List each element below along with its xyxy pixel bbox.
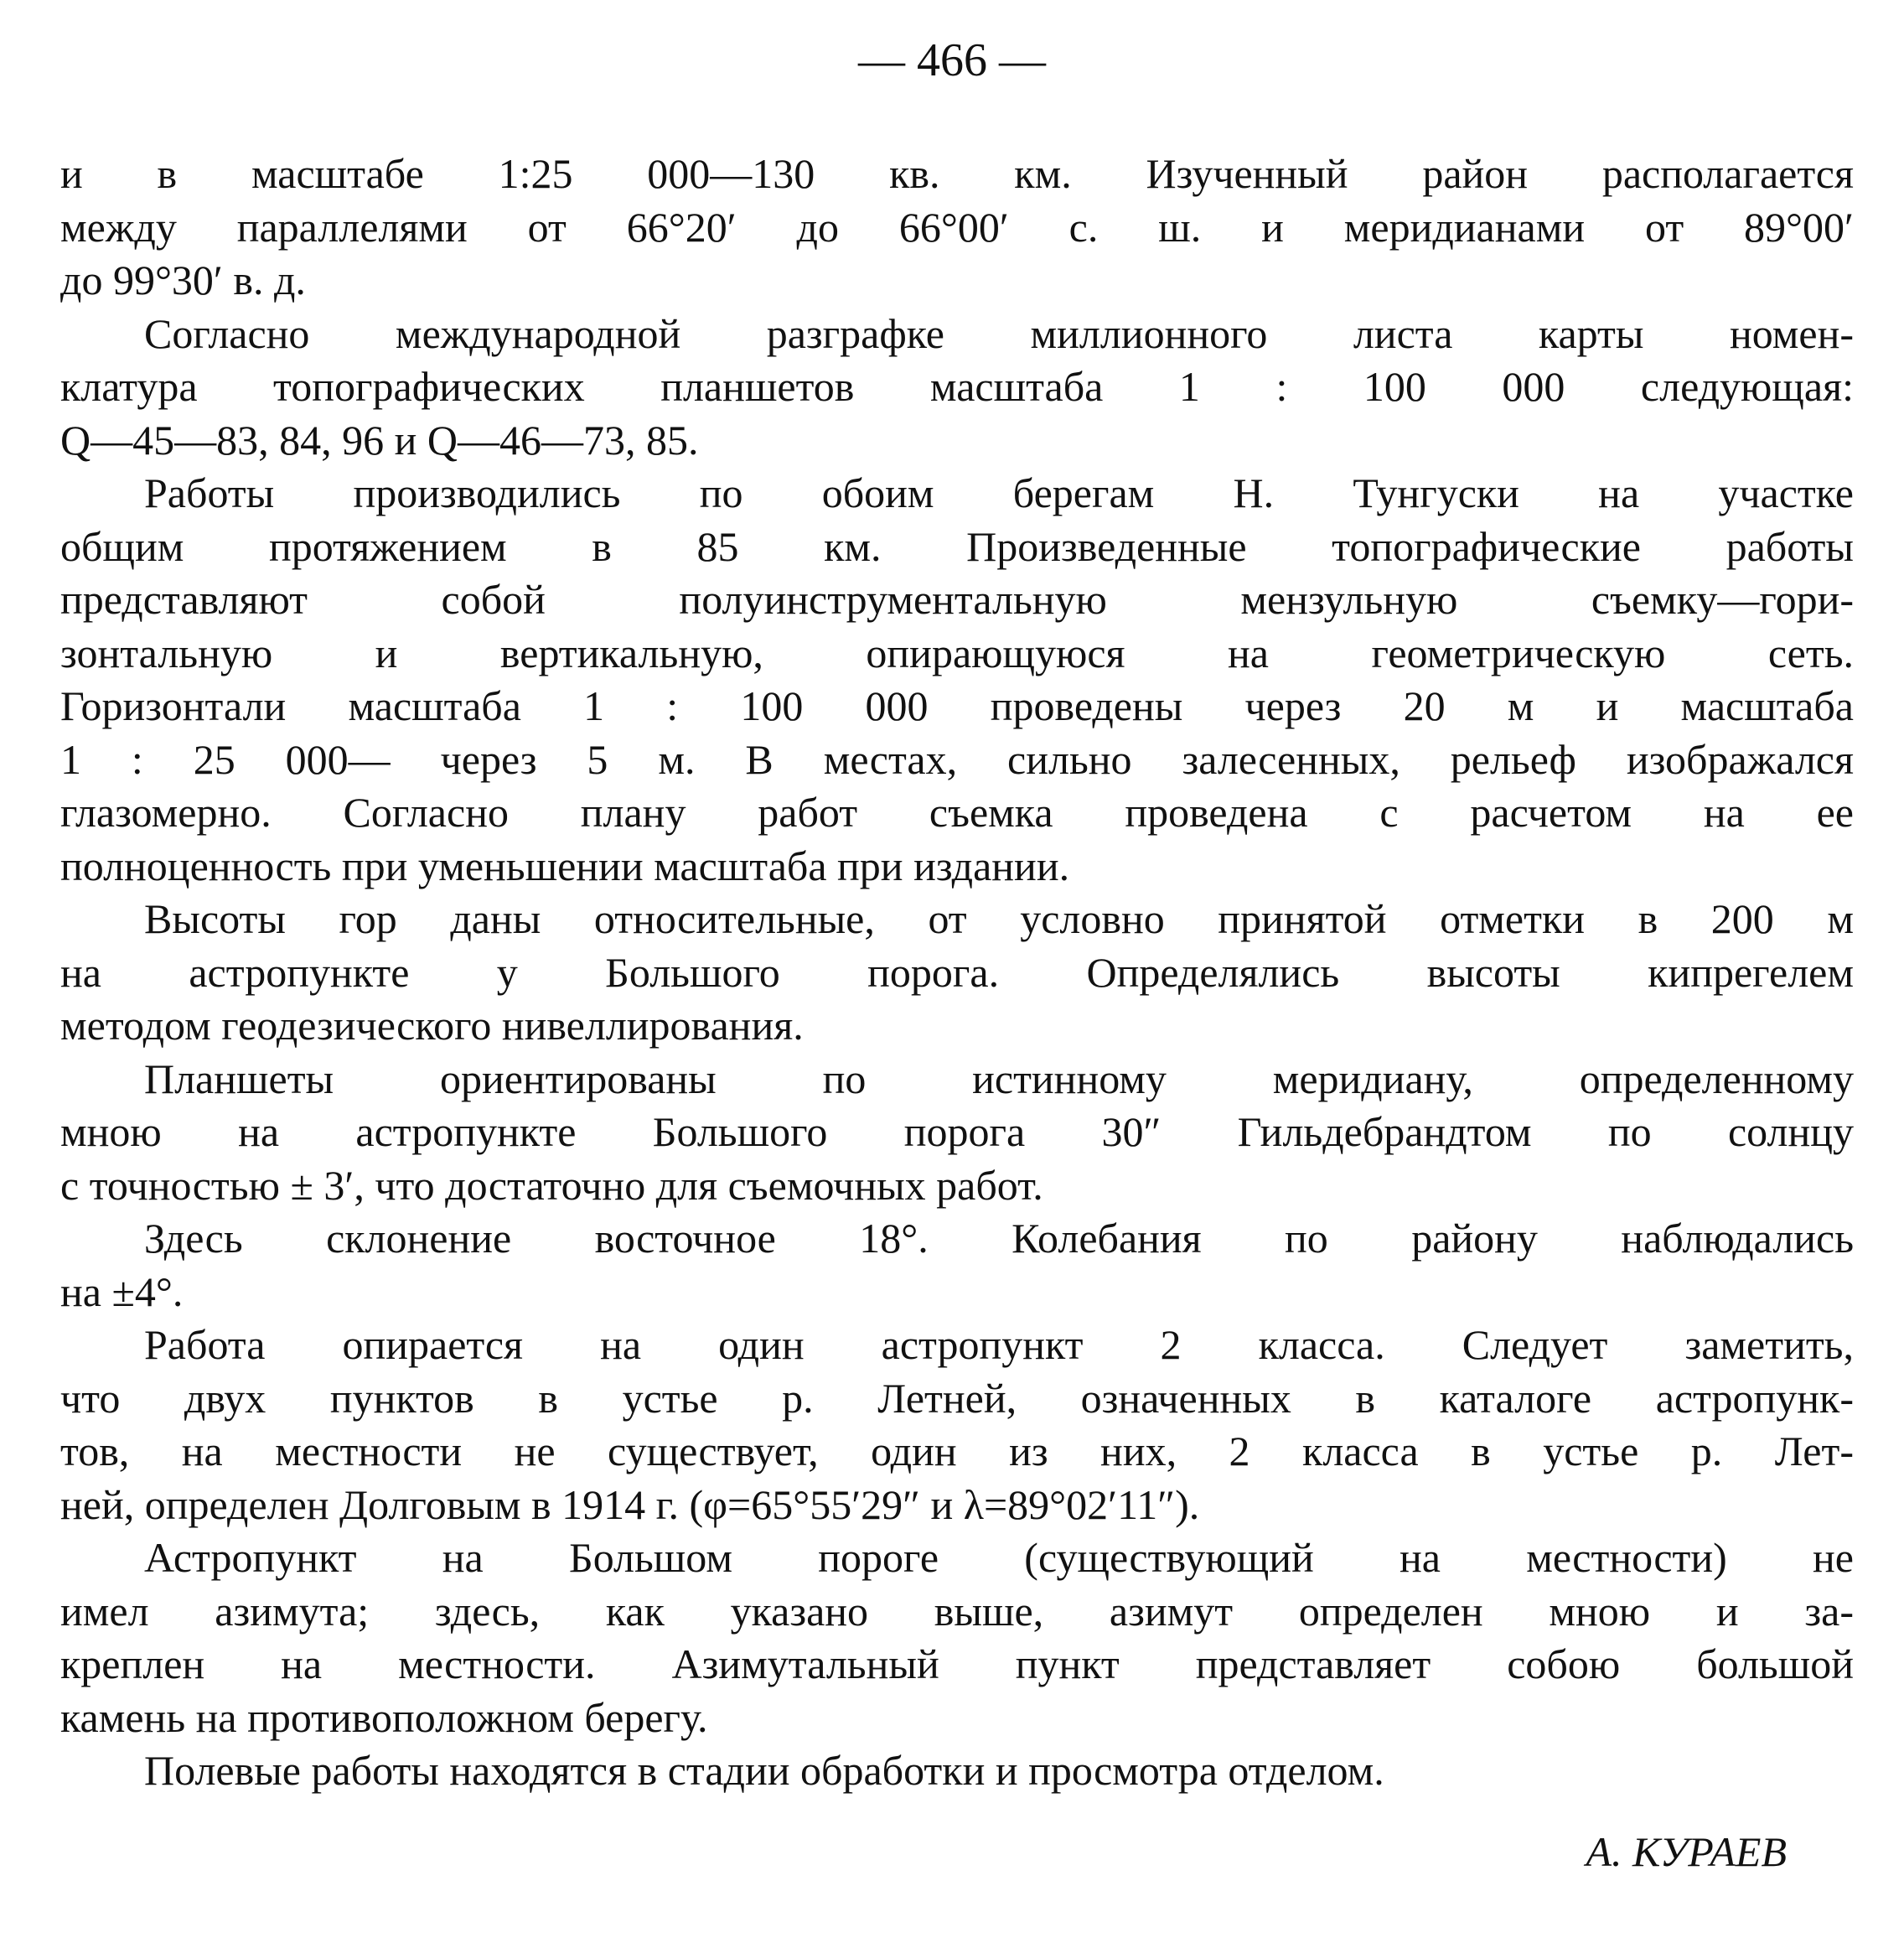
text-line: и в масштабе 1:25 000—130 кв. км. Изученный район располагается (60, 150, 1854, 197)
text-line: Полевые работы находятся в стадии обработки и просмотра отделом. (144, 1747, 1384, 1794)
paragraph (60, 467, 1854, 893)
paragraph (60, 1053, 1854, 1213)
text-line: имел азимута; здесь, как указано выше, азимут определен мною и за- (60, 1587, 1854, 1635)
page-number: — 466 — (858, 34, 1046, 86)
text-line: зонтальную и вертикальную, опирающуюся на геометрическую сеть. (60, 629, 1854, 676)
paragraph (60, 1531, 1854, 1744)
text-line: Астропункт на Большом пороге (существующий на местности) не (144, 1534, 1854, 1581)
text-line: Здесь склонение восточное 18°. Колебания по району наблюдались (144, 1215, 1854, 1262)
text-line: на ±4°. (60, 1267, 184, 1315)
body-text (60, 148, 1854, 1798)
paragraph (60, 1744, 1854, 1798)
paragraph (60, 308, 1854, 468)
text-line: на астропункте у Большого порога. Определялись высоты кипрегелем (60, 948, 1854, 996)
text-line: мною на астропункте Большого порога 30″ Гильдебрандтом по солнцу (60, 1108, 1854, 1155)
text-line: Работы производились по обоим берегам Н. Тунгуски на участке (144, 469, 1854, 516)
text-line: что двух пунктов в устье р. Летней, означенных в каталоге астропунк- (60, 1374, 1854, 1422)
text-line: Q—45—83, 84, 96 и Q—46—73, 85. (60, 416, 699, 464)
text-line: глазомерно. Согласно плану работ съемка проведена с расчетом на ее (60, 789, 1854, 836)
text-line: тов, на местности не существует, один из них, 2 класса в устье р. Лет- (60, 1428, 1854, 1474)
text-line: клатура топографических планшетов масштаба 1 : 100 000 следующая: (60, 363, 1854, 410)
text-line: Горизонтали масштаба 1 : 100 000 проведены через 20 м и масштаба (60, 682, 1854, 729)
text-line: Планшеты ориентированы по истинному меридиану, определенному (144, 1054, 1854, 1102)
text-line: общим протяжением в 85 км. Произведенные топографические работы (60, 522, 1854, 570)
text-line: полноценность при уменьшении масштаба при издании. (60, 842, 1070, 889)
paragraph (60, 893, 1854, 1053)
paragraph (60, 1212, 1854, 1319)
text-line: Согласно международной разграфке миллионного листа карты номен- (144, 309, 1854, 357)
text-line: Высоты гор даны относительные, от условно принятой отметки в 200 м (144, 895, 1854, 942)
text-line: до 99°30′ в. д. (60, 256, 306, 303)
text-line: камень на противоположном берегу. (60, 1693, 708, 1741)
text-line: 1 : 25 000— через 5 м. В местах, сильно залесенных, рельеф изображался (60, 735, 1854, 783)
text-line: ней, определен Долговым в 1914 г. (φ=65°55′29″ и λ=89°02′11″). (60, 1480, 1200, 1528)
text-line: между параллелями от 66°20′ до 66°00′ с. ш. и меридианами от 89°00′ (60, 203, 1854, 251)
paragraph (60, 148, 1854, 308)
signature: А. КУРАЕВ (1586, 1828, 1787, 1875)
text-line: с точностью ± 3′, что достаточно для съемочных работ. (60, 1161, 1043, 1209)
text-line: Работа опирается на один астропункт 2 класса. Следует заметить, (144, 1321, 1854, 1368)
text-line: креплен на местности. Азимутальный пункт представляет собою большой (60, 1640, 1854, 1687)
text-line: методом геодезического нивеллирования. (60, 1002, 804, 1049)
text-line: представляют собой полуинструментальную мензульную съемку—гори- (60, 576, 1854, 623)
paragraph (60, 1319, 1854, 1531)
